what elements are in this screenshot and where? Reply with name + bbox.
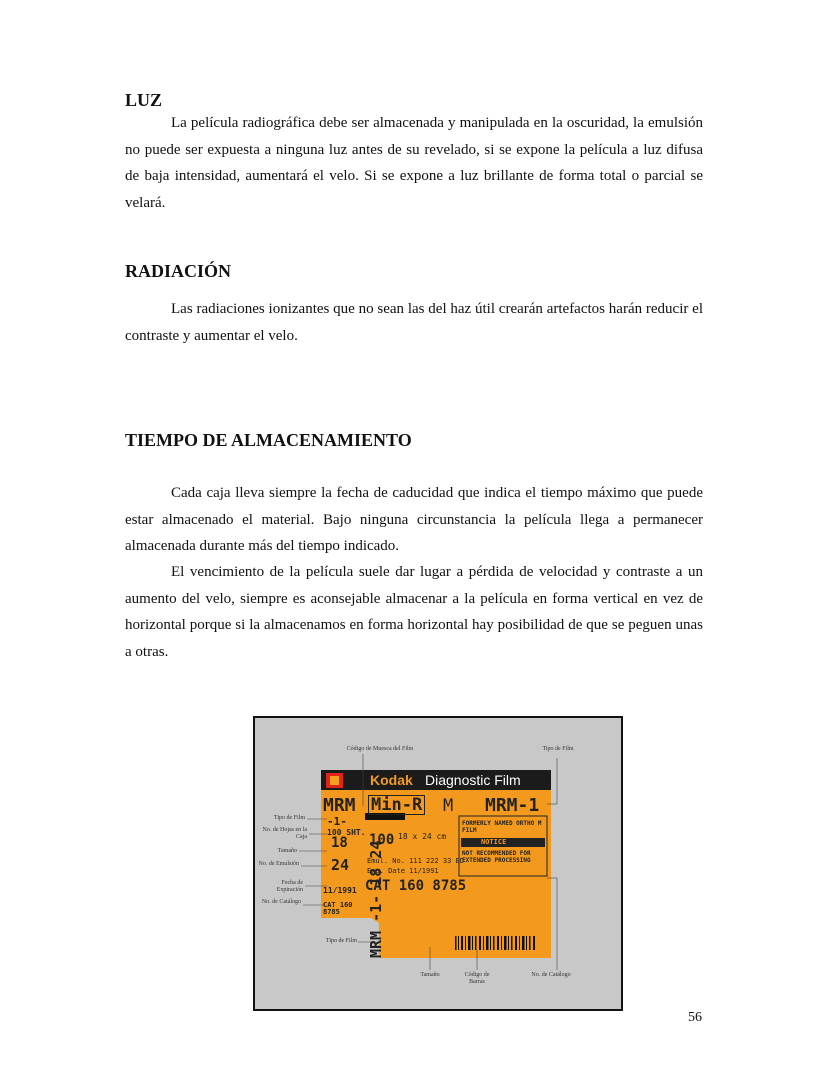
annotation-emulsion: No. de Emulsión xyxy=(258,861,299,867)
kodak-logo-mark xyxy=(330,776,339,785)
heading-tiempo-almacenamiento: TIEMPO DE ALMACENAMIENTO xyxy=(125,430,412,450)
label-brand: Kodak xyxy=(370,772,413,788)
label-exp-date: Exp. Date 11/1991 xyxy=(367,867,439,875)
label-cat-small: CAT 160 8785 xyxy=(323,901,353,916)
kodak-label-figure xyxy=(253,716,623,1011)
annotation-film-type-left: Tipo de Film xyxy=(273,815,305,821)
paragraph-tiempo-1: Cada caja lleva siempre la fecha de caducidad que indica el tiempo máximo que puede estar almacenado el material. Bajo ninguna circunstancia la película llega a permanecer almacenada durante más del tiempo indicado. xyxy=(125,485,703,555)
annotation-catalog-bottom: No. de Catálogo xyxy=(531,972,571,978)
annotation-film-type-bottom: Tipo de Film xyxy=(325,938,357,944)
annotation-sheets: No. de Hojas en la Caja xyxy=(262,827,307,840)
annotation-catalog-left: No. de Catálogo xyxy=(261,899,301,905)
label-cat-big: CAT 160 8785 xyxy=(365,878,467,894)
annotation-size-left: Tamaño xyxy=(277,848,297,854)
paragraph-tiempo-2: El vencimiento de la película suele dar lugar a pérdida de velocidad y contraste a un aumento del velo, siempre es aconsejable almacenar a la película en forma vertical en vez de horizontal porque si la almacenamos en forma horizontal hay posibilidad de que se peguen unas a otras. xyxy=(125,564,703,660)
label-sheets-big: 18 xyxy=(331,835,348,851)
label-exp-small: 11/1991 xyxy=(323,886,357,895)
annotation-notch-code: Código de Muesca del Film xyxy=(346,746,414,752)
paragraph-radiacion: Las radiaciones ionizantes que no sean las del haz útil crearán artefactos harán reducir el contraste y aumentar el velo. xyxy=(125,301,703,344)
annotation-size-bottom: Tamaño xyxy=(420,972,440,978)
label-notice-body: NOT RECOMMENDED FOR EXTENDED PROCESSING xyxy=(462,850,531,864)
heading-radiacion: RADIACIÓN xyxy=(125,261,232,281)
annotation-expiry: Fecha de Expiración xyxy=(276,880,303,893)
label-dash-one: -1- xyxy=(327,815,347,828)
label-type-left: MRM xyxy=(323,795,356,816)
label-product: Diagnostic Film xyxy=(425,772,521,788)
label-type-right: MRM-1 xyxy=(485,795,540,816)
annotation-film-type-top: Tipo de Film xyxy=(542,746,574,752)
page-number: 56 xyxy=(688,1010,702,1025)
label-sheets: 100 SHT. xyxy=(327,828,366,837)
paragraph-luz: La película radiográfica debe ser almacenada y manipulada en la oscuridad, la emulsión no puede ser expuesta a ninguna luz antes de su revelado, si se expone la película a luz difusa de baja intensidad, aumentará el velo. Si se expone a luz brillante de forma total o parcial se velará. xyxy=(125,115,703,211)
label-type-boxed: Min-R xyxy=(368,795,425,815)
label-size: 18 x 24 cm xyxy=(398,832,447,841)
label-notice: NOTICE xyxy=(481,838,507,846)
label-vertical-type: MRM -1- 18 24 xyxy=(367,840,385,958)
label-emulsion-big: 24 xyxy=(331,856,350,874)
label-type-m: M xyxy=(443,796,454,816)
label-formerly: FORMERLY NAMED ORTHO M FILM xyxy=(462,820,542,834)
heading-luz: LUZ xyxy=(125,90,163,110)
annotation-barcode: Código de Barras xyxy=(464,972,490,985)
label-emulsion-no: Emul. No. 111 222 33 ED xyxy=(367,857,464,865)
label-qty: 100 xyxy=(369,832,395,848)
